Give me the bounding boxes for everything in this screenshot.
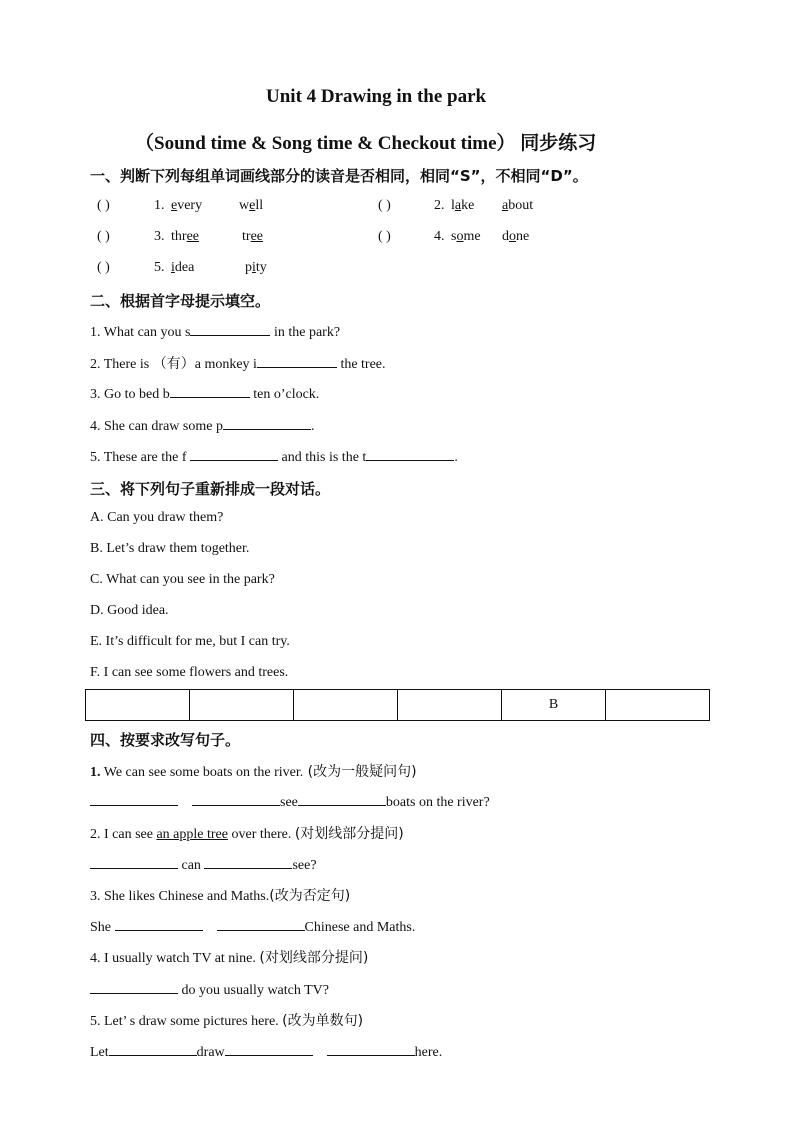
fill-sentence-5: 5. These are the f and this is the t . (90, 447, 458, 466)
blank-field[interactable] (190, 322, 270, 336)
item-number: 1. (154, 198, 165, 213)
answer-cell[interactable] (86, 690, 190, 721)
blank-field[interactable] (109, 1042, 197, 1056)
dialogue-line-e: E. It’s difficult for me, but I can try. (90, 634, 290, 649)
answer-cell[interactable] (398, 690, 502, 721)
answer-bracket[interactable]: ( ) (97, 260, 110, 275)
dialogue-line-d: D. Good idea. (90, 603, 169, 618)
answer-bracket[interactable]: ( ) (97, 198, 110, 213)
section4-heading: 四、按要求改写句子。 (90, 731, 241, 749)
item-number: 5. (154, 260, 165, 275)
item-number: 3. (154, 229, 165, 244)
blank-field[interactable] (217, 917, 305, 931)
rewrite-answer-4: do you usually watch TV? (90, 980, 329, 999)
word-1: lake (451, 198, 475, 213)
answer-order-table (85, 689, 710, 721)
page-subtitle: （Sound time & Song time & Checkout time） 同步练习 (135, 133, 597, 154)
answer-cell[interactable] (294, 690, 398, 721)
blank-field[interactable] (257, 354, 337, 368)
fill-sentence-4: 4. She can draw some p . (90, 416, 314, 435)
word-2: about (502, 198, 534, 213)
blank-field[interactable] (366, 447, 454, 461)
word-2: tree (242, 229, 263, 244)
fill-sentence-1: 1. What can you s in the park? (90, 322, 340, 341)
word-2: done (502, 229, 530, 244)
rewrite-answer-1: see boats on the river? (90, 792, 490, 811)
answer-cell[interactable] (190, 690, 294, 721)
blank-field[interactable] (90, 792, 178, 806)
rewrite-question-5: 5. Let’ s draw some pictures here. (改为单数句) (90, 1013, 364, 1029)
word-1: idea (171, 260, 195, 275)
blank-field[interactable] (115, 917, 203, 931)
word-1: every (171, 198, 203, 213)
rewrite-question-2: 2. I can see an apple tree over there. (对划线部分提问) (90, 826, 404, 842)
rewrite-answer-2: can see? (90, 855, 317, 874)
dialogue-line-c: C. What can you see in the park? (90, 572, 275, 587)
answer-bracket[interactable]: ( ) (378, 229, 391, 244)
section3-heading: 三、将下列句子重新排成一段对话。 (90, 480, 331, 498)
word-2: pity (245, 260, 267, 275)
word-2: well (239, 198, 264, 213)
answer-bracket[interactable]: ( ) (378, 198, 391, 213)
fill-sentence-3: 3. Go to bed b ten o’clock. (90, 384, 319, 403)
rewrite-question-3: 3. She likes Chinese and Maths.(改为否定句) (90, 888, 351, 904)
dialogue-line-f: F. I can see some flowers and trees. (90, 665, 289, 680)
page-title: Unit 4 Drawing in the park (266, 86, 487, 107)
blank-field[interactable] (170, 384, 250, 398)
answer-cell[interactable]: B (502, 690, 606, 721)
rewrite-answer-5: Let draw here. (90, 1042, 442, 1061)
blank-field[interactable] (90, 855, 178, 869)
rewrite-question-1: 1. We can see some boats on the river. (改为一般疑问句) (90, 764, 417, 780)
answer-cell[interactable] (606, 690, 710, 721)
word-1: three (171, 229, 199, 244)
dialogue-line-a: A. Can you draw them? (90, 510, 224, 525)
blank-field[interactable] (204, 855, 292, 869)
dialogue-line-b: B. Let’s draw them together. (90, 541, 250, 556)
word-1: some (451, 229, 481, 244)
section1-heading: 一、判断下列每组单词画线部分的读音是否相同，相同“S”，不相同“D”。 (90, 167, 588, 185)
item-number: 2. (434, 198, 445, 213)
blank-field[interactable] (190, 447, 278, 461)
blank-field[interactable] (90, 980, 178, 994)
rewrite-question-4: 4. I usually watch TV at nine. (对划线部分提问) (90, 950, 369, 966)
blank-field[interactable] (327, 1042, 415, 1056)
blank-field[interactable] (223, 416, 311, 430)
blank-field[interactable] (192, 792, 280, 806)
item-number: 4. (434, 229, 445, 244)
section2-heading: 二、根据首字母提示填空。 (90, 292, 271, 310)
rewrite-answer-3: She Chinese and Maths. (90, 917, 415, 936)
blank-field[interactable] (298, 792, 386, 806)
fill-sentence-2: 2. There is （有）a monkey i the tree. (90, 353, 386, 373)
blank-field[interactable] (225, 1042, 313, 1056)
answer-bracket[interactable]: ( ) (97, 229, 110, 244)
